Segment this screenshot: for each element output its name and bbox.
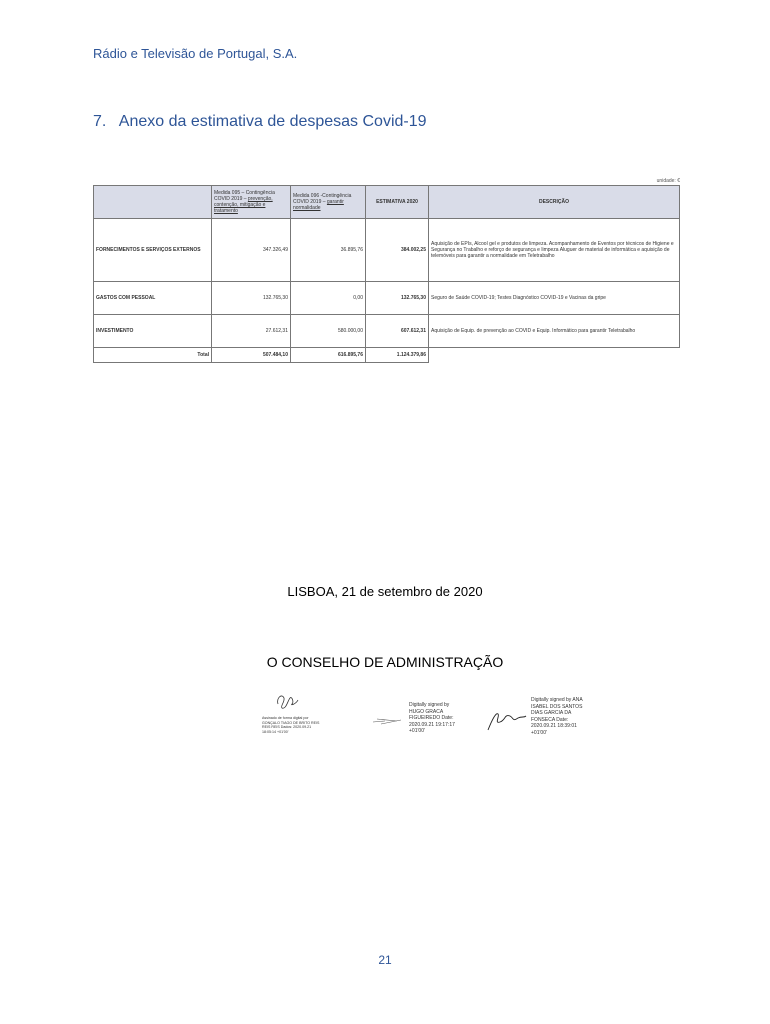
row-measure-095: 347.326,49 — [212, 219, 291, 282]
table-total-row — [94, 348, 680, 363]
row-measure-095: 27.612,31 — [212, 315, 291, 348]
total-empty — [429, 348, 680, 363]
section-number: 7. — [93, 113, 107, 130]
row-estimate: 607.612,31 — [366, 315, 429, 348]
row-measure-096: 36.895,76 — [291, 219, 366, 282]
row-measure-096: 0,00 — [291, 282, 366, 315]
signature-2-scribble-icon — [371, 715, 403, 727]
header-measure-096: Medida 096 -Contingência COVID 2019 – garantir normalidade — [291, 186, 366, 219]
total-label: Total — [94, 348, 212, 363]
total-measure-096: 616.895,76 — [291, 348, 366, 363]
place-date: LISBOA, 21 de setembro de 2020 — [287, 584, 483, 599]
total-estimate: 1.124.379,86 — [366, 348, 429, 363]
signature-2-text: Digitally signed by HUGO GRACA FIGUEIREDO Date: 2020.09.21 19:17:17 +01'00' — [409, 702, 455, 734]
row-measure-095: 132.765,30 — [212, 282, 291, 315]
total-measure-095: 507.484,10 — [212, 348, 291, 363]
row-label: GASTOS COM PESSOAL — [94, 282, 212, 315]
table-header-row — [94, 186, 680, 219]
row-estimate: 132.765,30 — [366, 282, 429, 315]
row-label: FORNECIMENTOS E SERVIÇOS EXTERNOS — [94, 219, 212, 282]
section-title: Anexo da estimativa de despesas Covid-19 — [118, 113, 427, 130]
signature-3-scribble-icon — [484, 704, 528, 734]
signature-3-text: Digitally signed by ANA ISABEL DOS SANTOS DIAS GARCIA DA FONSECA Date: 2020.09.21 18:39:01 +01'00' — [531, 697, 583, 736]
header-measure-095: Medida 095 – Contingência COVID 2019 – prevenção, contenção, mitigação e tratamento — [212, 186, 291, 219]
board-title: O CONSELHO DE ADMINISTRAÇÃO — [266, 654, 504, 670]
signature-1-text: Assinado de forma digital por GONÇALO TIAGO DE BRITO REIS REIS REIS Dados: 2020.09.21 18:05:14 +01'00' — [262, 716, 320, 734]
row-description: Aquisição de EPIs, Alcool gel e produtos de limpeza. Acompanhamento de Eventos por técnicos de Higiene e Segurança no Trabalho e reforço de segurança e limpeza Aluguer de material de informática e aquisição de telemóveis para garantir a normalidade em Teletrabalho — [429, 219, 680, 282]
table-row — [94, 282, 680, 315]
signature-1-scribble-icon — [272, 690, 302, 712]
header-description: DESCRIÇÃO — [429, 186, 680, 219]
header-empty — [94, 186, 212, 219]
row-measure-096: 580.000,00 — [291, 315, 366, 348]
page-number: 21 — [378, 953, 392, 967]
document-header: Rádio e Televisão de Portugal, S.A. — [93, 46, 298, 61]
table-unit: unidade: € — [656, 178, 680, 184]
row-label: INVESTIMENTO — [94, 315, 212, 348]
table-row — [94, 315, 680, 348]
row-description: Seguro de Saúde COVID-19; Testes Diagnóstico COVID-19 e Vacinas da gripe — [429, 282, 680, 315]
row-description: Aquisição de Equip. de prevenção ao COVID e Equip. Informático para garantir Teletrabalho — [429, 315, 680, 348]
header-estimate: ESTIMATIVA 2020 — [366, 186, 429, 219]
row-estimate: 384.002,25 — [366, 219, 429, 282]
section-heading — [93, 113, 427, 131]
table-row — [94, 219, 680, 282]
expense-table — [93, 185, 680, 363]
